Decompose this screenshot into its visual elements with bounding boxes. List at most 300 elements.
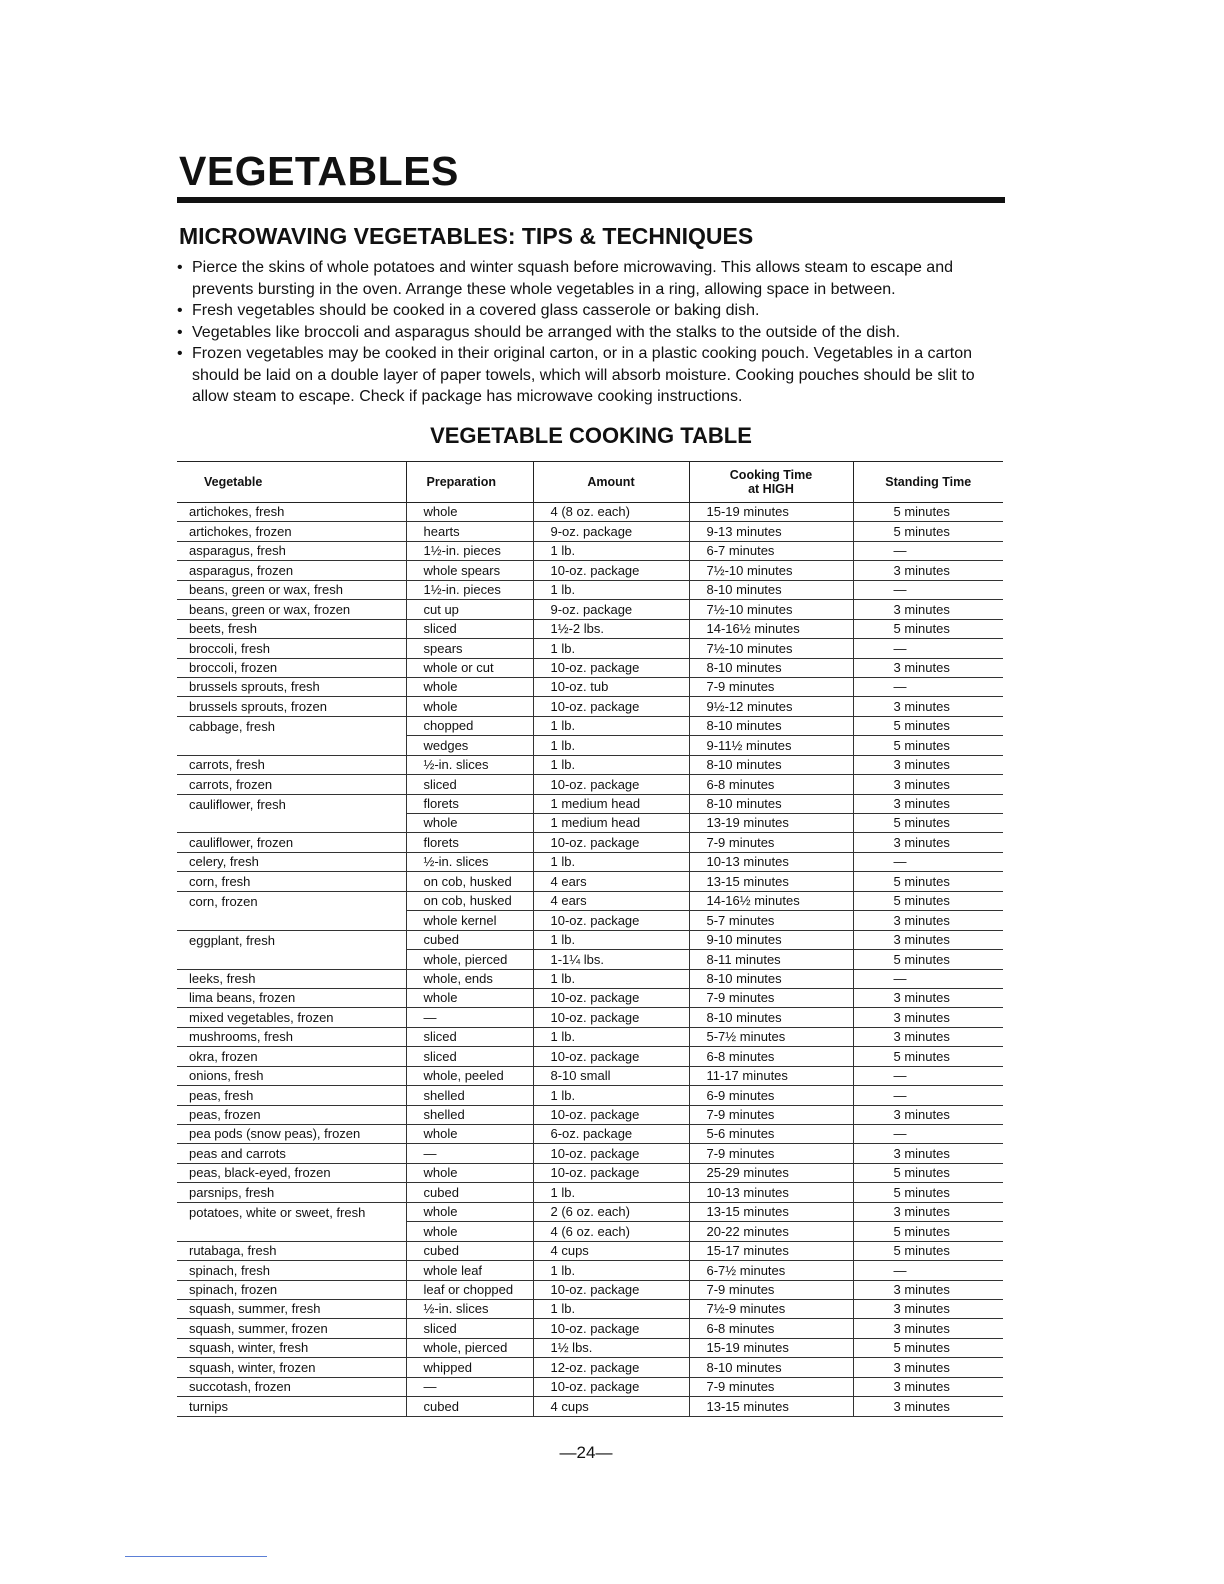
cell-standing-time: 3 minutes xyxy=(853,1358,1003,1377)
table-row xyxy=(177,1358,1003,1377)
bullet-icon: • xyxy=(177,345,183,362)
cell-preparation: cut up xyxy=(406,600,533,619)
cell-preparation: hearts xyxy=(406,522,533,541)
bullet-icon: • xyxy=(177,302,183,319)
cell-preparation: — xyxy=(406,1377,533,1396)
cell-cooking-time: 5-7½ minutes xyxy=(689,1027,853,1046)
cell-standing-time: 5 minutes xyxy=(853,736,1003,755)
cell-vegetable: succotash, frozen xyxy=(177,1377,406,1396)
cell-cooking-time: 14-16½ minutes xyxy=(689,619,853,638)
cell-vegetable: carrots, frozen xyxy=(177,775,406,794)
table-row xyxy=(177,1163,1003,1182)
cell-preparation: whole, ends xyxy=(406,969,533,988)
cell-amount: 10-oz. package xyxy=(533,1047,689,1066)
table-row xyxy=(177,833,1003,852)
table-row xyxy=(177,1066,1003,1085)
cell-vegetable xyxy=(177,950,406,969)
cell-vegetable: artichokes, frozen xyxy=(177,522,406,541)
table-row xyxy=(177,1183,1003,1202)
cell-amount: 1 lb. xyxy=(533,1027,689,1046)
cell-vegetable xyxy=(177,1222,406,1241)
cell-standing-time: 3 minutes xyxy=(853,911,1003,930)
cell-preparation: ½-in. slices xyxy=(406,852,533,871)
cell-standing-time: — xyxy=(853,852,1003,871)
cell-amount: 10-oz. package xyxy=(533,1163,689,1182)
cell-preparation: whole xyxy=(406,988,533,1007)
cell-preparation: whole xyxy=(406,814,533,833)
cell-vegetable: potatoes, white or sweet, fresh xyxy=(189,1204,366,1220)
cell-vegetable: onions, fresh xyxy=(177,1066,406,1085)
cell-vegetable: beans, green or wax, frozen xyxy=(177,600,406,619)
cell-amount: 10-oz. package xyxy=(533,911,689,930)
cell-cooking-time: 7½-10 minutes xyxy=(689,561,853,580)
cell-preparation: chopped xyxy=(406,716,533,735)
cell-preparation: 1½-in. pieces xyxy=(406,580,533,599)
cell-cooking-time: 25-29 minutes xyxy=(689,1163,853,1182)
table-row xyxy=(177,1144,1003,1163)
table-row xyxy=(177,1319,1003,1338)
cell-standing-time: 3 minutes xyxy=(853,833,1003,852)
table-row xyxy=(177,1241,1003,1260)
cell-amount: 10-oz. package xyxy=(533,833,689,852)
cell-amount: 4 (8 oz. each) xyxy=(533,503,689,522)
bullet-icon: • xyxy=(177,259,183,276)
table-row xyxy=(177,852,1003,871)
table-row xyxy=(177,1280,1003,1299)
cell-amount: 1½-2 lbs. xyxy=(533,619,689,638)
cell-standing-time: 3 minutes xyxy=(853,988,1003,1007)
cell-vegetable: spinach, frozen xyxy=(177,1280,406,1299)
cell-amount: 1 lb. xyxy=(533,930,689,949)
table-row xyxy=(177,561,1003,580)
cell-standing-time: 5 minutes xyxy=(853,1241,1003,1260)
cell-preparation: ½-in. slices xyxy=(406,755,533,774)
table-row xyxy=(177,911,1003,930)
cell-preparation: whole xyxy=(406,1125,533,1144)
cell-standing-time: 3 minutes xyxy=(853,1144,1003,1163)
cell-amount: 10-oz. package xyxy=(533,1319,689,1338)
cell-preparation: cubed xyxy=(406,930,533,949)
cell-preparation: spears xyxy=(406,639,533,658)
cell-cooking-time: 7½-9 minutes xyxy=(689,1299,853,1318)
cell-amount: 1 lb. xyxy=(533,580,689,599)
header-preparation: Preparation xyxy=(406,462,533,503)
cell-standing-time: 3 minutes xyxy=(853,1202,1003,1221)
cell-cooking-time: 8-10 minutes xyxy=(689,1008,853,1027)
cell-preparation: whole, peeled xyxy=(406,1066,533,1085)
cell-standing-time: 3 minutes xyxy=(853,1027,1003,1046)
cell-amount: 10-oz. package xyxy=(533,1105,689,1124)
cell-vegetable: beans, green or wax, fresh xyxy=(177,580,406,599)
cell-cooking-time: 8-10 minutes xyxy=(689,969,853,988)
cell-vegetable xyxy=(177,911,406,930)
cell-preparation: whole, pierced xyxy=(406,1338,533,1357)
cell-preparation: on cob, husked xyxy=(406,891,533,910)
cell-vegetable: pea pods (snow peas), frozen xyxy=(177,1125,406,1144)
table-row xyxy=(177,891,1003,910)
header-cooking-time-line2: at HIGH xyxy=(748,482,794,496)
cell-vegetable: okra, frozen xyxy=(177,1047,406,1066)
cell-standing-time: — xyxy=(853,677,1003,696)
table-row xyxy=(177,541,1003,560)
cell-preparation: — xyxy=(406,1144,533,1163)
cell-standing-time: 5 minutes xyxy=(853,1222,1003,1241)
cell-vegetable: peas, black-eyed, frozen xyxy=(177,1163,406,1182)
cell-cooking-time: 6-8 minutes xyxy=(689,775,853,794)
cell-vegetable: peas, frozen xyxy=(177,1105,406,1124)
cell-vegetable: carrots, fresh xyxy=(177,755,406,774)
cell-vegetable: asparagus, fresh xyxy=(177,541,406,560)
cell-vegetable: asparagus, frozen xyxy=(177,561,406,580)
cell-standing-time: 5 minutes xyxy=(853,716,1003,735)
cell-cooking-time: 15-19 minutes xyxy=(689,1338,853,1357)
cell-preparation: cubed xyxy=(406,1397,533,1416)
table-row xyxy=(177,775,1003,794)
cell-vegetable: broccoli, fresh xyxy=(177,639,406,658)
cell-preparation: 1½-in. pieces xyxy=(406,541,533,560)
cell-standing-time: 5 minutes xyxy=(853,1338,1003,1357)
cell-cooking-time: 7-9 minutes xyxy=(689,1377,853,1396)
table-row xyxy=(177,872,1003,891)
cell-amount: 10-oz. package xyxy=(533,1280,689,1299)
cell-cooking-time: 13-19 minutes xyxy=(689,814,853,833)
cell-vegetable: mixed vegetables, frozen xyxy=(177,1008,406,1027)
bullet-icon: • xyxy=(177,323,183,341)
cell-amount: 1½ lbs. xyxy=(533,1338,689,1357)
cell-standing-time: 3 minutes xyxy=(853,755,1003,774)
cell-standing-time: 3 minutes xyxy=(853,1319,1003,1338)
table-row xyxy=(177,794,1003,813)
cell-cooking-time: 6-7 minutes xyxy=(689,541,853,560)
cell-preparation: whole xyxy=(406,677,533,696)
cell-vegetable xyxy=(177,736,406,755)
table-row xyxy=(177,1261,1003,1280)
table-row xyxy=(177,1105,1003,1124)
table-row xyxy=(177,755,1003,774)
cell-preparation: ½-in. slices xyxy=(406,1299,533,1318)
cell-preparation: on cob, husked xyxy=(406,872,533,891)
cell-cooking-time: 13-15 minutes xyxy=(689,872,853,891)
cell-cooking-time: 5-7 minutes xyxy=(689,911,853,930)
table-body xyxy=(177,503,1003,1417)
cell-standing-time: — xyxy=(853,1066,1003,1085)
tip-text: Vegetables like broccoli and asparagus should be arranged with the stalks to the outside of the dish. xyxy=(192,323,901,341)
cell-standing-time: — xyxy=(853,1125,1003,1144)
page-title: VEGETABLES xyxy=(179,148,459,194)
cell-amount: 4 cups xyxy=(533,1397,689,1416)
table-row xyxy=(177,1299,1003,1318)
cell-preparation: whipped xyxy=(406,1358,533,1377)
cell-amount: 1 lb. xyxy=(533,1086,689,1105)
cell-vegetable: brussels sprouts, fresh xyxy=(177,677,406,696)
cell-vegetable: cauliflower, frozen xyxy=(177,833,406,852)
table-row xyxy=(177,1125,1003,1144)
tip-text: Frozen vegetables may be cooked in their original carton, or in a plastic cooking pouch. Vegetables in a carton should be laid on a double layer of paper towels, which will absorb moisture. Cooking pouches should be slit to allow steam to escape. Check if package has microwave cooking instructions. xyxy=(192,345,975,405)
cell-amount: 1 lb. xyxy=(533,1299,689,1318)
cell-standing-time: 5 minutes xyxy=(853,503,1003,522)
tip-text: Pierce the skins of whole potatoes and winter squash before microwaving. This allows steam to escape and prevents bursting in the oven. Arrange these whole vegetables in a ring, allowing space in between. xyxy=(192,259,953,298)
cell-cooking-time: 8-10 minutes xyxy=(689,794,853,813)
cell-vegetable: cabbage, fresh xyxy=(189,718,276,734)
cell-cooking-time: 8-10 minutes xyxy=(689,755,853,774)
cell-vegetable: squash, summer, frozen xyxy=(177,1319,406,1338)
cell-amount: 1 lb. xyxy=(533,852,689,871)
cell-cooking-time: 15-19 minutes xyxy=(689,503,853,522)
cell-amount: 8-10 small xyxy=(533,1066,689,1085)
header-cooking-time-line1: Cooking Time xyxy=(729,468,813,482)
cell-preparation: sliced xyxy=(406,619,533,638)
cell-vegetable: lima beans, frozen xyxy=(177,988,406,1007)
cell-standing-time: 3 minutes xyxy=(853,1377,1003,1396)
cell-cooking-time: 8-10 minutes xyxy=(689,716,853,735)
table-row xyxy=(177,930,1003,949)
table-row xyxy=(177,580,1003,599)
page-number: —24— xyxy=(559,1443,613,1462)
cell-amount: 1 lb. xyxy=(533,969,689,988)
cell-standing-time: 3 minutes xyxy=(853,600,1003,619)
tips-list xyxy=(177,257,1012,408)
table-row xyxy=(177,1397,1003,1416)
cell-standing-time: — xyxy=(853,580,1003,599)
cell-preparation: wedges xyxy=(406,736,533,755)
cell-amount: 1-1¼ lbs. xyxy=(533,950,689,969)
section-heading: MICROWAVING VEGETABLES: TIPS & TECHNIQUES xyxy=(179,223,754,249)
cell-preparation: whole xyxy=(406,1222,533,1241)
cell-vegetable: eggplant, fresh xyxy=(189,932,276,948)
tip-text: Fresh vegetables should be cooked in a covered glass casserole or baking dish. xyxy=(192,302,760,319)
cell-preparation: whole xyxy=(406,1163,533,1182)
cell-amount: 1 lb. xyxy=(533,541,689,560)
table-row xyxy=(177,1377,1003,1396)
cell-amount: 10-oz. package xyxy=(533,988,689,1007)
cell-standing-time: 5 minutes xyxy=(853,872,1003,891)
cell-amount: 10-oz. package xyxy=(533,1008,689,1027)
cell-vegetable: broccoli, frozen xyxy=(177,658,406,677)
cell-cooking-time: 7-9 minutes xyxy=(689,1144,853,1163)
vegetable-cooking-table xyxy=(177,461,1003,1417)
cell-standing-time: — xyxy=(853,1261,1003,1280)
cell-preparation: whole leaf xyxy=(406,1261,533,1280)
table-row xyxy=(177,950,1003,969)
footer-rule xyxy=(125,1556,267,1557)
cell-standing-time: 3 minutes xyxy=(853,561,1003,580)
cell-vegetable: parsnips, fresh xyxy=(177,1183,406,1202)
cell-amount: 10-oz. package xyxy=(533,658,689,677)
cell-standing-time: 3 minutes xyxy=(853,658,1003,677)
cell-amount: 1 medium head xyxy=(533,814,689,833)
cell-standing-time: 3 minutes xyxy=(853,1008,1003,1027)
cell-amount: 10-oz. package xyxy=(533,697,689,716)
table-row xyxy=(177,1338,1003,1357)
cell-preparation: whole xyxy=(406,1202,533,1221)
cell-vegetable: brussels sprouts, frozen xyxy=(177,697,406,716)
cell-amount: 1 lb. xyxy=(533,736,689,755)
cell-cooking-time: 8-10 minutes xyxy=(689,580,853,599)
cell-amount: 1 lb. xyxy=(533,716,689,735)
table-row xyxy=(177,658,1003,677)
cell-preparation: sliced xyxy=(406,1319,533,1338)
cell-amount: 9-oz. package xyxy=(533,600,689,619)
cell-vegetable: turnips xyxy=(177,1397,406,1416)
table-header-row xyxy=(177,462,1003,503)
cell-cooking-time: 13-15 minutes xyxy=(689,1397,853,1416)
cell-cooking-time: 7-9 minutes xyxy=(689,677,853,696)
cell-vegetable xyxy=(177,814,406,833)
cell-preparation: — xyxy=(406,1008,533,1027)
cell-amount: 10-oz. tub xyxy=(533,677,689,696)
cell-cooking-time: 6-8 minutes xyxy=(689,1047,853,1066)
cell-standing-time: 5 minutes xyxy=(853,1183,1003,1202)
cell-standing-time: 5 minutes xyxy=(853,891,1003,910)
cell-cooking-time: 8-11 minutes xyxy=(689,950,853,969)
cell-cooking-time: 8-10 minutes xyxy=(689,658,853,677)
cell-cooking-time: 9-13 minutes xyxy=(689,522,853,541)
cell-cooking-time: 9½-12 minutes xyxy=(689,697,853,716)
header-standing-time: Standing Time xyxy=(853,462,1003,503)
cell-standing-time: 5 minutes xyxy=(853,619,1003,638)
cell-cooking-time: 5-6 minutes xyxy=(689,1125,853,1144)
cell-amount: 1 lb. xyxy=(533,1183,689,1202)
table-row xyxy=(177,1008,1003,1027)
cell-standing-time: 5 minutes xyxy=(853,814,1003,833)
cell-amount: 10-oz. package xyxy=(533,1144,689,1163)
cell-standing-time: 5 minutes xyxy=(853,950,1003,969)
cell-cooking-time: 13-15 minutes xyxy=(689,1202,853,1221)
table-row xyxy=(177,522,1003,541)
cell-vegetable: corn, fresh xyxy=(177,872,406,891)
cell-vegetable: rutabaga, fresh xyxy=(177,1241,406,1260)
table-row xyxy=(177,1047,1003,1066)
cell-preparation: shelled xyxy=(406,1086,533,1105)
cell-vegetable: beets, fresh xyxy=(177,619,406,638)
title-rule xyxy=(177,197,1005,203)
cell-cooking-time: 15-17 minutes xyxy=(689,1241,853,1260)
cell-standing-time: 3 minutes xyxy=(853,1299,1003,1318)
cell-standing-time: — xyxy=(853,541,1003,560)
cell-cooking-time: 7-9 minutes xyxy=(689,1105,853,1124)
cell-standing-time: 3 minutes xyxy=(853,1397,1003,1416)
cell-amount: 4 cups xyxy=(533,1241,689,1260)
cell-standing-time: — xyxy=(853,969,1003,988)
cell-cooking-time: 9-11½ minutes xyxy=(689,736,853,755)
cell-amount: 1 lb. xyxy=(533,1261,689,1280)
cell-standing-time: 3 minutes xyxy=(853,775,1003,794)
tip-item xyxy=(177,322,1012,344)
cell-preparation: shelled xyxy=(406,1105,533,1124)
cell-standing-time: 5 minutes xyxy=(853,522,1003,541)
cell-amount: 10-oz. package xyxy=(533,1377,689,1396)
cell-standing-time: 5 minutes xyxy=(853,1163,1003,1182)
cell-cooking-time: 11-17 minutes xyxy=(689,1066,853,1085)
table-row xyxy=(177,697,1003,716)
table-row xyxy=(177,1086,1003,1105)
cell-cooking-time: 7-9 minutes xyxy=(689,1280,853,1299)
table-row xyxy=(177,619,1003,638)
cell-vegetable: squash, winter, fresh xyxy=(177,1338,406,1357)
cell-amount: 12-oz. package xyxy=(533,1358,689,1377)
cell-cooking-time: 9-10 minutes xyxy=(689,930,853,949)
table-row xyxy=(177,736,1003,755)
cell-vegetable: squash, summer, fresh xyxy=(177,1299,406,1318)
cell-amount: 1 medium head xyxy=(533,794,689,813)
cell-standing-time: 5 minutes xyxy=(853,1047,1003,1066)
cell-cooking-time: 20-22 minutes xyxy=(689,1222,853,1241)
cell-amount: 4 (6 oz. each) xyxy=(533,1222,689,1241)
cell-amount: 9-oz. package xyxy=(533,522,689,541)
table-row xyxy=(177,1027,1003,1046)
cell-preparation: florets xyxy=(406,833,533,852)
cell-preparation: sliced xyxy=(406,775,533,794)
cell-cooking-time: 6-7½ minutes xyxy=(689,1261,853,1280)
cell-cooking-time: 10-13 minutes xyxy=(689,1183,853,1202)
table-row xyxy=(177,716,1003,735)
cell-standing-time: 3 minutes xyxy=(853,794,1003,813)
cell-cooking-time: 7-9 minutes xyxy=(689,833,853,852)
cell-amount: 1 lb. xyxy=(533,755,689,774)
cell-standing-time: 3 minutes xyxy=(853,930,1003,949)
cell-cooking-time: 7-9 minutes xyxy=(689,988,853,1007)
table-row xyxy=(177,677,1003,696)
cell-amount: 4 ears xyxy=(533,872,689,891)
cell-preparation: whole or cut xyxy=(406,658,533,677)
cell-vegetable: artichokes, fresh xyxy=(177,503,406,522)
cell-amount: 10-oz. package xyxy=(533,561,689,580)
cell-standing-time: — xyxy=(853,639,1003,658)
cell-vegetable: cauliflower, fresh xyxy=(189,796,286,812)
table-row xyxy=(177,1222,1003,1241)
cell-vegetable: squash, winter, frozen xyxy=(177,1358,406,1377)
cell-cooking-time: 10-13 minutes xyxy=(689,852,853,871)
tip-item xyxy=(177,257,1012,300)
cell-preparation: whole, pierced xyxy=(406,950,533,969)
table-row xyxy=(177,814,1003,833)
cell-vegetable: corn, frozen xyxy=(189,893,258,909)
cell-cooking-time: 7½-10 minutes xyxy=(689,600,853,619)
cell-amount: 2 (6 oz. each) xyxy=(533,1202,689,1221)
tip-item xyxy=(177,300,1012,322)
cell-vegetable: mushrooms, fresh xyxy=(177,1027,406,1046)
cell-standing-time: 3 minutes xyxy=(853,1105,1003,1124)
header-amount: Amount xyxy=(533,462,689,503)
cell-cooking-time: 6-8 minutes xyxy=(689,1319,853,1338)
tip-item xyxy=(177,343,1012,408)
table-row xyxy=(177,600,1003,619)
cell-preparation: whole spears xyxy=(406,561,533,580)
cell-standing-time: — xyxy=(853,1086,1003,1105)
cell-preparation: cubed xyxy=(406,1183,533,1202)
cell-cooking-time: 14-16½ minutes xyxy=(689,891,853,910)
cell-preparation: sliced xyxy=(406,1027,533,1046)
cell-cooking-time: 7½-10 minutes xyxy=(689,639,853,658)
cell-vegetable: spinach, fresh xyxy=(177,1261,406,1280)
cell-amount: 1 lb. xyxy=(533,639,689,658)
table-row xyxy=(177,503,1003,522)
cell-preparation: florets xyxy=(406,794,533,813)
cell-preparation: whole xyxy=(406,503,533,522)
cell-amount: 10-oz. package xyxy=(533,775,689,794)
header-cooking-time xyxy=(689,462,853,503)
cell-cooking-time: 6-9 minutes xyxy=(689,1086,853,1105)
cell-standing-time: 3 minutes xyxy=(853,1280,1003,1299)
cell-vegetable: peas, fresh xyxy=(177,1086,406,1105)
cell-vegetable: peas and carrots xyxy=(177,1144,406,1163)
table-row xyxy=(177,1202,1003,1221)
cell-vegetable: celery, fresh xyxy=(177,852,406,871)
cell-cooking-time: 8-10 minutes xyxy=(689,1358,853,1377)
cell-preparation: leaf or chopped xyxy=(406,1280,533,1299)
table-row xyxy=(177,639,1003,658)
cell-preparation: cubed xyxy=(406,1241,533,1260)
